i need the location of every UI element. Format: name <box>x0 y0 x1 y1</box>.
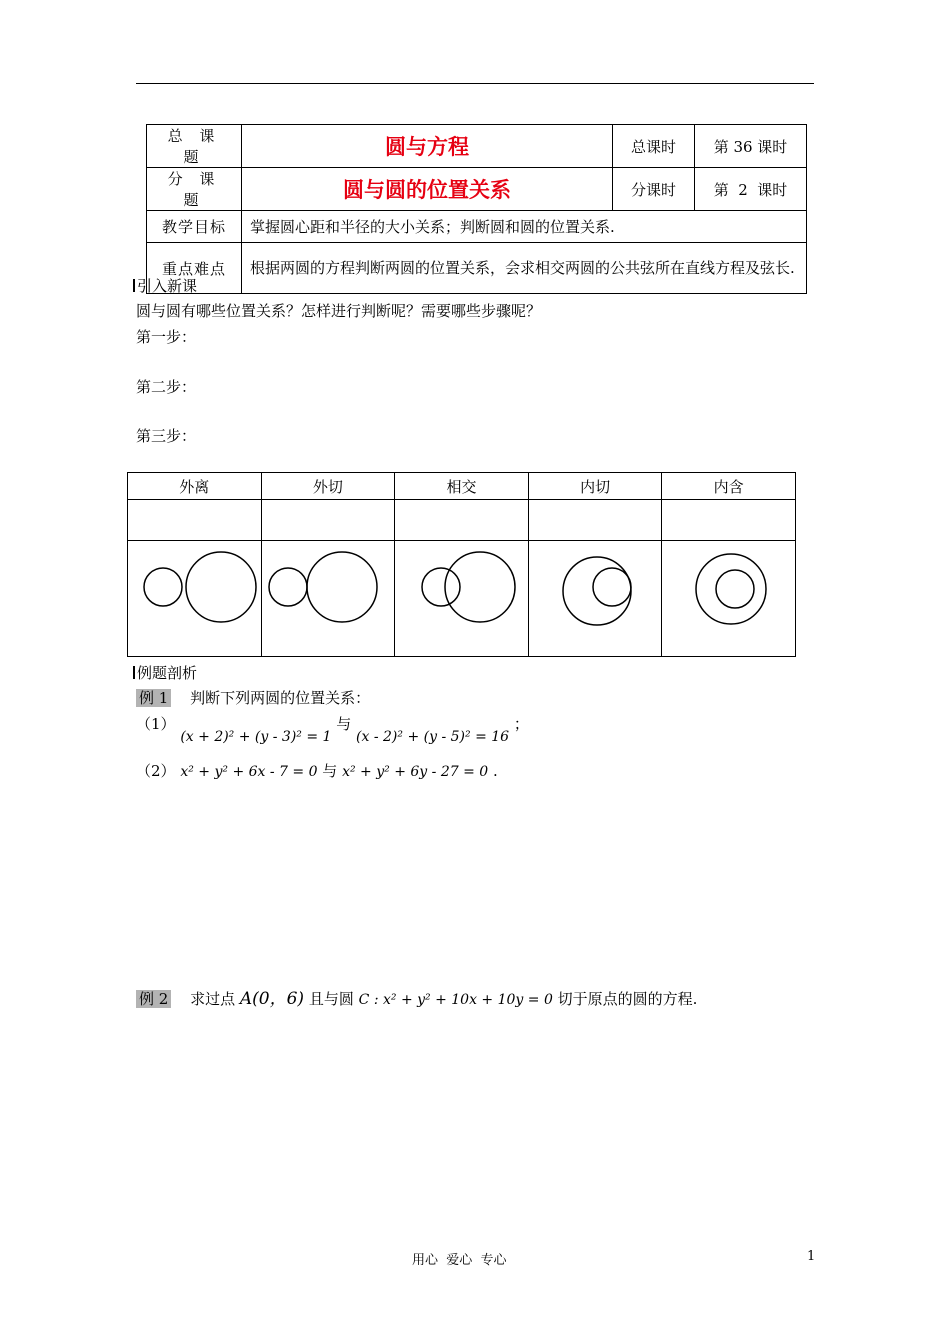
blank-cell <box>261 500 395 541</box>
example-1-item-1 <box>136 713 529 745</box>
step-three: 第三步： <box>136 427 197 445</box>
figure-cell <box>261 541 395 657</box>
example-1 <box>136 687 370 708</box>
example-1-prompt: 判断下列两圆的位置关系： <box>190 689 371 707</box>
total-topic-label: 总 课 题 <box>147 125 242 168</box>
blank-cell <box>662 500 796 541</box>
blank-cell <box>395 500 529 541</box>
figure-cell <box>395 541 529 657</box>
page-number: 1 <box>807 1249 816 1264</box>
course-info-table <box>146 124 807 294</box>
joiner-text: 与 <box>336 715 352 733</box>
sub-topic-title: 圆与圆的位置关系 <box>242 168 613 211</box>
equation-circle-a: (x + 2)² + (y - 3)² = 1 <box>180 729 332 745</box>
section-marker <box>133 666 135 679</box>
keypoints-value: 根据两圆的方程判断两圆的位置关系，会求相交两圆的公共弦所在直线方程及弦长. <box>242 243 807 294</box>
footer-motto: 用心 爱心 专心 <box>412 1253 507 1268</box>
intro-question: 圆与圆有哪些位置关系？怎样进行判断呢？需要哪些步骤呢？ <box>136 302 542 320</box>
course-row-total <box>147 125 807 168</box>
goals-label: 教学目标 <box>147 211 242 243</box>
relation-separate-header: 外离 <box>128 473 262 500</box>
example-2 <box>136 984 697 1009</box>
relations-header-row <box>128 473 796 500</box>
circle-c-equation: C : x² + y² + 10x + 10y = 0 <box>358 992 553 1008</box>
equation-circle-b: (x - 2)² + (y - 5)² = 16 <box>356 729 510 745</box>
contained-circles-figure <box>662 541 795 656</box>
equation-circle-c: x² + y² + 6x - 7 = 0 <box>180 764 318 780</box>
relation-intersect-header: 相交 <box>395 473 529 500</box>
intersecting-circles-figure <box>395 541 528 656</box>
intro-heading: 引入新课 <box>133 275 197 296</box>
examples-heading: 例题剖析 <box>133 662 197 683</box>
relation-external-tangent-header: 外切 <box>261 473 395 500</box>
keypoints-label: 重点难点 <box>147 243 242 294</box>
item-end: ； <box>513 715 529 733</box>
example-1-item-2 <box>136 760 498 781</box>
figure-cell <box>128 541 262 657</box>
item-label: （1） <box>136 715 176 733</box>
total-hours-label: 总课时 <box>613 125 695 168</box>
sub-topic-label: 分 课 题 <box>147 168 242 211</box>
joiner-text: 与 <box>322 762 338 780</box>
internal-tangent-circles-figure <box>529 541 662 656</box>
figure-cell <box>528 541 662 657</box>
example-2-text-b: 且与圆 <box>308 990 354 1008</box>
relations-figure-row <box>128 541 796 657</box>
blank-cell <box>528 500 662 541</box>
step-one: 第一步： <box>136 328 197 346</box>
section-marker <box>133 279 135 292</box>
example-1-tag: 例 1 <box>136 689 171 707</box>
example-2-text-a: 求过点 <box>190 990 236 1008</box>
total-hours-value: 第 36 课时 <box>695 125 807 168</box>
goals-value: 掌握圆心距和半径的大小关系；判断圆和圆的位置关系. <box>242 211 807 243</box>
point-a: A(0，6) <box>239 989 305 1009</box>
relation-internal-tangent-header: 内切 <box>528 473 662 500</box>
blank-cell <box>128 500 262 541</box>
equation-circle-d: x² + y² + 6y - 27 = 0 <box>342 764 489 780</box>
relation-contained-header: 内含 <box>662 473 796 500</box>
course-row-sub <box>147 168 807 211</box>
header-rule <box>136 83 814 84</box>
sub-hours-value: 第 2 课时 <box>695 168 807 211</box>
item-end: . <box>492 762 498 780</box>
course-row-keypoints <box>147 243 807 294</box>
example-2-text-c: 切于原点的圆的方程. <box>557 990 698 1008</box>
total-topic-title: 圆与方程 <box>242 125 613 168</box>
item-label: （2） <box>136 762 176 780</box>
example-2-tag: 例 2 <box>136 990 171 1008</box>
course-row-goals <box>147 211 807 243</box>
separate-circles-figure <box>128 541 261 656</box>
external-tangent-circles-figure <box>262 541 395 656</box>
sub-hours-label: 分课时 <box>613 168 695 211</box>
circle-relations-table <box>127 472 796 657</box>
step-two: 第二步： <box>136 378 197 396</box>
figure-cell <box>662 541 796 657</box>
relations-blank-row <box>128 500 796 541</box>
